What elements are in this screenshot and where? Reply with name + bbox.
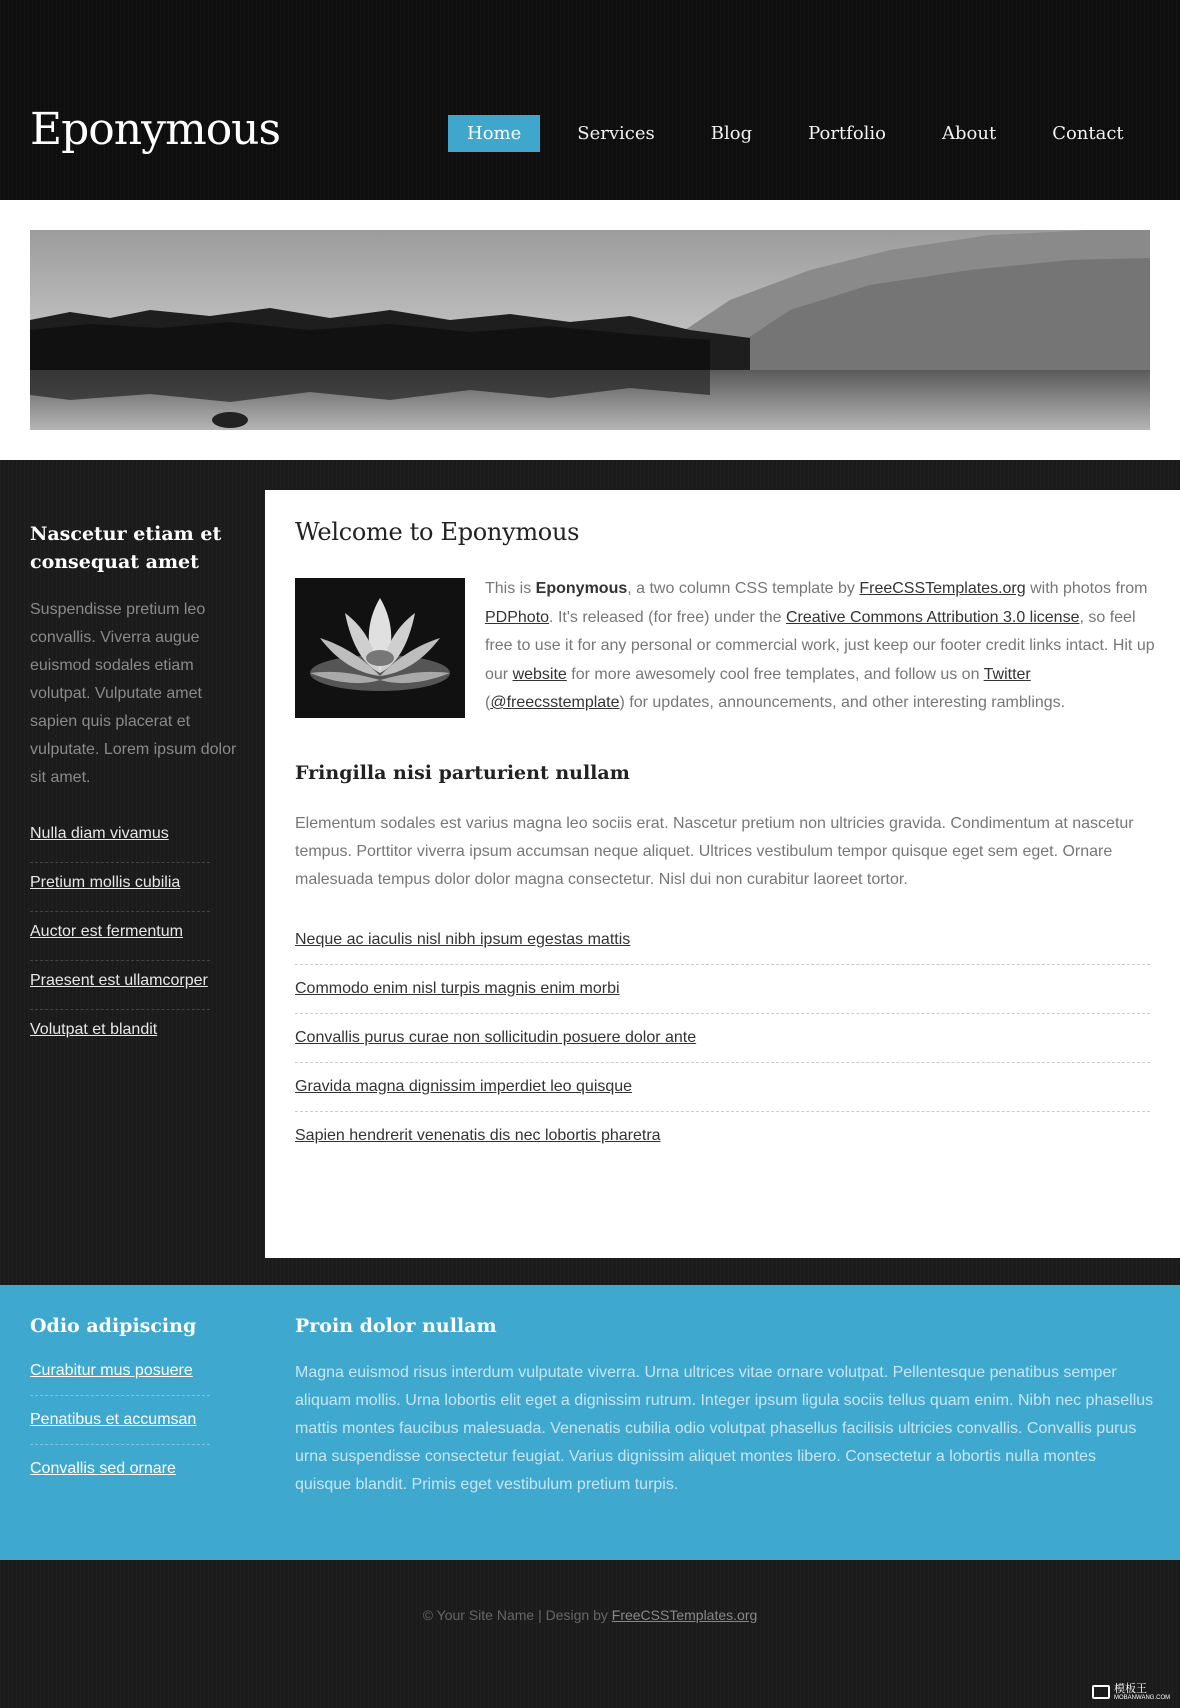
list-item bbox=[295, 1062, 1150, 1111]
intro-text: ) for updates, announcements, and other interesting ramblings. bbox=[619, 694, 1066, 711]
sidebar-title: Nascetur etiam et consequat amet bbox=[30, 523, 222, 573]
intro-text: ( bbox=[485, 694, 491, 711]
intro-text: This is bbox=[485, 580, 536, 597]
footer-links bbox=[30, 1347, 210, 1493]
footer-link-curabitur[interactable]: Curabitur mus posuere bbox=[30, 1362, 193, 1379]
nav-portfolio-link[interactable]: Portfolio bbox=[808, 123, 886, 144]
lake-banner-image bbox=[30, 230, 1150, 430]
site-footer bbox=[0, 1560, 1180, 1708]
intro-text: for more awesomely cool free templates, and follow us on bbox=[566, 665, 984, 683]
intro-text: , a two column CSS template by bbox=[627, 580, 860, 597]
footer-right-text: Magna euismod risus interdum vulputate viverra. Urna ultrices vitae ornare volutpat. Pellentesque penatibus semper aliquam mollis. Urna lobortis elit eget a dignissim rutrum. Integer ipsum ligula sociis tellus quam enim. Nibh nec phasellus mattis montes faucibus malesuada. Venenatis cubilia odio volutpat phasellus facilisis ultricies convallis. Convallis purus urna suspendisse consectetur feugiat. Varius dignissim aliquet montes libero. Consectetur a lobortis nulla montes quisque blandit. Primis eget vestibulum pretium turpis. bbox=[295, 1364, 1154, 1493]
site-logo[interactable]: Eponymous bbox=[30, 104, 281, 155]
sidebar-link-praesent[interactable]: Praesent est ullamcorper bbox=[30, 972, 208, 989]
sidebar-link-pretium[interactable]: Pretium mollis cubilia bbox=[30, 874, 181, 891]
twitter-link[interactable]: Twitter bbox=[983, 665, 1031, 683]
body-paragraph: Elementum sodales est varius magna leo sociis erat. Nascetur pretium non ultricies gravida. Condimentum at nascetur tempus. Porttitor viverra ipsum accumsan neque aliquet. Ultrices vestibulum tempor quisque eget sem eget. Ornare malesuada tempus dolor dolor magna consectetur. Nisl dui non curabitur laoreet tortor. bbox=[295, 815, 1134, 888]
sidebar-link-item bbox=[30, 814, 210, 862]
site-header bbox=[0, 0, 1180, 200]
list-item bbox=[295, 916, 1150, 964]
list-item bbox=[295, 1013, 1150, 1062]
watermark-subtext: MOBANWANG.COM bbox=[1114, 1694, 1171, 1701]
sidebar-links bbox=[30, 814, 210, 1058]
nav-portfolio[interactable] bbox=[789, 115, 905, 152]
sidebar-link-item bbox=[30, 862, 210, 911]
footer-right-column bbox=[295, 1315, 1155, 1499]
sidebar-link-item bbox=[30, 911, 210, 960]
footer-left-title: Odio adipiscing bbox=[30, 1315, 197, 1337]
copyright-text: © Your Site Name | Design by bbox=[422, 1607, 612, 1623]
sidebar-link-auctor[interactable]: Auctor est fermentum bbox=[30, 923, 183, 940]
intro-brand: Eponymous bbox=[535, 580, 628, 597]
credit-link[interactable]: FreeCSSTemplates.org bbox=[611, 1607, 758, 1623]
intro-text: . It's released (for free) under the bbox=[549, 608, 786, 626]
footer-link-penatibus[interactable]: Penatibus et accumsan bbox=[30, 1411, 197, 1428]
nav-services[interactable] bbox=[558, 115, 673, 152]
list-item bbox=[295, 964, 1150, 1013]
nav-about-link[interactable]: About bbox=[942, 123, 997, 144]
content-link-convallis[interactable]: Convallis purus curae non sollicitudin posuere dolor ante bbox=[295, 1029, 697, 1046]
content-link-list bbox=[295, 916, 1150, 1160]
footer-widgets bbox=[0, 1285, 1180, 1560]
footer-right-title: Proin dolor nullam bbox=[295, 1315, 497, 1337]
banner-section bbox=[0, 200, 1180, 460]
watermark bbox=[1092, 1680, 1172, 1704]
twitter-handle-link[interactable]: @freecsstemplate bbox=[490, 694, 620, 711]
nav-blog-link[interactable]: Blog bbox=[710, 123, 753, 144]
footer-left-column bbox=[30, 1315, 210, 1493]
sidebar-link-nulla[interactable]: Nulla diam vivamus bbox=[30, 825, 169, 842]
nav-about[interactable] bbox=[923, 115, 1015, 152]
nav-contact-link[interactable]: Contact bbox=[1052, 123, 1124, 144]
content-link-sapien[interactable]: Sapien hendrerit venenatis dis nec lobortis pharetra bbox=[295, 1127, 661, 1144]
freecsstemplates-link[interactable]: FreeCSSTemplates.org bbox=[859, 580, 1026, 597]
lotus-flower-image bbox=[295, 578, 465, 718]
intro-paragraph bbox=[485, 575, 1155, 718]
section-subtitle: Fringilla nisi parturient nullam bbox=[295, 762, 630, 784]
nav-home-link[interactable]: Home bbox=[467, 123, 522, 144]
content-link-gravida[interactable]: Gravida magna dignissim imperdiet leo quisque bbox=[295, 1078, 633, 1095]
list-item bbox=[30, 1395, 210, 1444]
intro-text: with photos from bbox=[1025, 580, 1148, 597]
sidebar-link-item bbox=[30, 1009, 210, 1058]
list-item bbox=[30, 1444, 210, 1493]
list-item bbox=[30, 1347, 210, 1395]
sidebar-text: Suspendisse pretium leo convallis. Viverra augue euismod sodales etiam volutpat. Vulputate amet sapien quis placerat et vulputate. Lorem ipsum dolor sit amet. bbox=[30, 601, 237, 786]
copyright bbox=[0, 1607, 1180, 1623]
footer-link-convallis[interactable]: Convallis sed ornare bbox=[30, 1460, 176, 1477]
nav-services-link[interactable]: Services bbox=[577, 123, 655, 144]
page-title: Welcome to Eponymous bbox=[295, 518, 580, 546]
main-nav bbox=[448, 115, 1161, 152]
content-link-neque[interactable]: Neque ac iaculis nisl nibh ipsum egestas mattis bbox=[295, 931, 631, 948]
nav-contact[interactable] bbox=[1033, 115, 1142, 152]
website-link[interactable]: website bbox=[512, 665, 567, 683]
content-link-commodo[interactable]: Commodo enim nisl turpis magnis enim morbi bbox=[295, 980, 620, 997]
intro-text: , so feel free to use it for any personal or commercial work, just keep our footer credit links intact. Hit up our bbox=[485, 608, 1155, 683]
license-link[interactable]: Creative Commons Attribution 3.0 license bbox=[786, 608, 1080, 626]
pdphoto-link[interactable]: PDPhoto bbox=[485, 608, 550, 626]
sidebar bbox=[30, 460, 240, 1058]
list-item bbox=[295, 1111, 1150, 1160]
nav-home[interactable] bbox=[448, 115, 540, 152]
watermark-logo-icon bbox=[1092, 1685, 1110, 1699]
sidebar-link-volutpat[interactable]: Volutpat et blandit bbox=[30, 1021, 158, 1038]
watermark-text: 模板王 bbox=[1114, 1682, 1147, 1695]
sidebar-link-item bbox=[30, 960, 210, 1009]
nav-blog[interactable] bbox=[692, 115, 771, 152]
main-content bbox=[265, 490, 1180, 1258]
